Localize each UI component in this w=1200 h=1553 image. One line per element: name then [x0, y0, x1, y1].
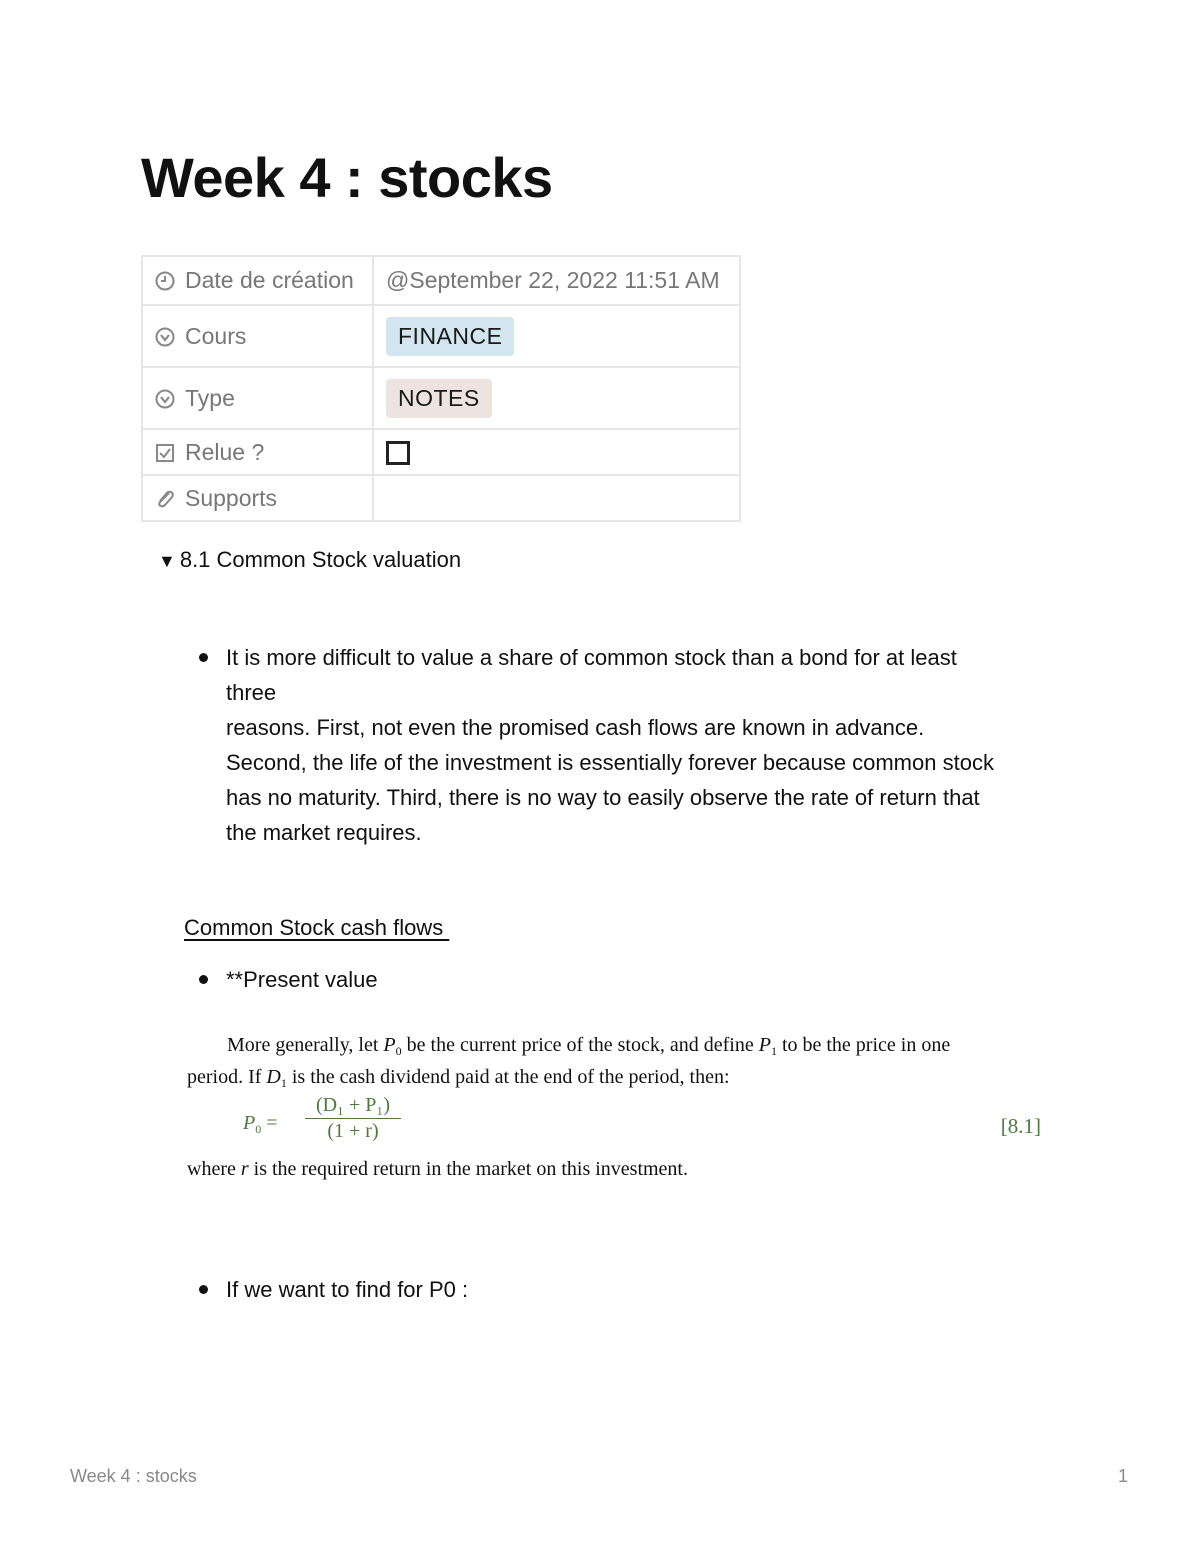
bullet-list	[226, 640, 1066, 850]
bullet-icon	[199, 1285, 208, 1294]
toggle-block[interactable]	[158, 547, 461, 573]
property-value-supports[interactable]	[373, 475, 740, 521]
property-key-label: Relue ?	[185, 438, 265, 465]
paragraph-line: has no maturity. Third, there is no way to easily observe the rate of return that	[226, 785, 980, 810]
property-key-label: Supports	[185, 484, 278, 511]
list-item-text: **Present value	[226, 967, 378, 992]
property-value-date[interactable]: @September 22, 2022 11:51 AM	[373, 256, 740, 305]
property-key[interactable]	[142, 367, 373, 429]
embedded-textbook-image	[187, 1030, 1043, 1190]
list-item-text: If we want to find for P0 :	[226, 1277, 469, 1302]
clock-icon	[155, 271, 175, 291]
footer-title: Week 4 : stocks	[70, 1466, 197, 1486]
bullet-icon	[199, 975, 208, 984]
select-icon	[155, 327, 175, 347]
relue-checkbox[interactable]	[386, 441, 410, 465]
equation-number: [8.1]	[1000, 1114, 1041, 1138]
page-title: Week 4 : stocks	[141, 146, 553, 209]
bullet-list	[226, 962, 1066, 997]
property-row-cours	[142, 305, 740, 367]
property-value-cours[interactable]	[373, 305, 740, 367]
property-key[interactable]	[142, 256, 373, 305]
list-item	[226, 962, 1066, 997]
property-row-relue	[142, 429, 740, 475]
page-number: 1	[1117, 1466, 1128, 1486]
list-item	[226, 640, 1066, 850]
bullet-list	[226, 1272, 1066, 1307]
bullet-icon	[199, 653, 208, 662]
tag-notes[interactable]: NOTES	[386, 379, 492, 418]
property-row-supports	[142, 475, 740, 521]
property-key[interactable]	[142, 475, 373, 521]
paragraph-line: Second, the life of the investment is essentially forever because common stock	[226, 750, 994, 775]
paragraph-line: the market requires.	[226, 820, 422, 845]
tag-finance[interactable]: FINANCE	[386, 317, 514, 356]
select-icon	[155, 389, 175, 409]
formula	[243, 1092, 443, 1152]
subheading: Common Stock cash flows	[184, 915, 450, 940]
toggle-label: 8.1 Common Stock valuation	[179, 547, 462, 572]
embed-line-3: where r is the required return in the market on this investment.	[187, 1158, 688, 1180]
checkbox-icon	[155, 443, 175, 463]
embed-line-2: period. If $D_1$ is the cash dividend paid at the end of the period, then:	[187, 1066, 730, 1090]
embed-line-1: More generally, let $P_0$ be the current price of the stock, and define $P_1$ to be the price in one	[227, 1034, 951, 1058]
list-item	[226, 1272, 1066, 1307]
property-row-type	[142, 367, 740, 429]
formula-numerator: (D₁ + P₁)	[315, 1094, 391, 1116]
property-key-label: Cours	[185, 322, 247, 349]
paragraph-line: three	[226, 680, 277, 705]
formula-denominator: (1 + r)	[327, 1120, 379, 1142]
fraction-bar	[305, 1118, 401, 1119]
property-row-date	[142, 256, 740, 305]
property-key[interactable]	[142, 305, 373, 367]
property-value-type[interactable]	[373, 367, 740, 429]
paragraph-line: It is more difficult to value a share of common stock than a bond for at least	[226, 645, 957, 670]
triangle-down-icon[interactable]: ▼	[158, 551, 176, 571]
properties-table	[141, 255, 741, 522]
paperclip-icon	[155, 489, 175, 509]
formula-fraction	[305, 1094, 401, 1143]
property-value-relue	[373, 429, 740, 475]
property-key-label: Date de création	[185, 267, 354, 293]
property-key-label: Type	[185, 384, 235, 411]
property-key[interactable]	[142, 429, 373, 475]
formula-lhs: $P_0$ =	[243, 1112, 278, 1136]
paragraph-line: reasons. First, not even the promised cash flows are known in advance.	[226, 715, 925, 740]
